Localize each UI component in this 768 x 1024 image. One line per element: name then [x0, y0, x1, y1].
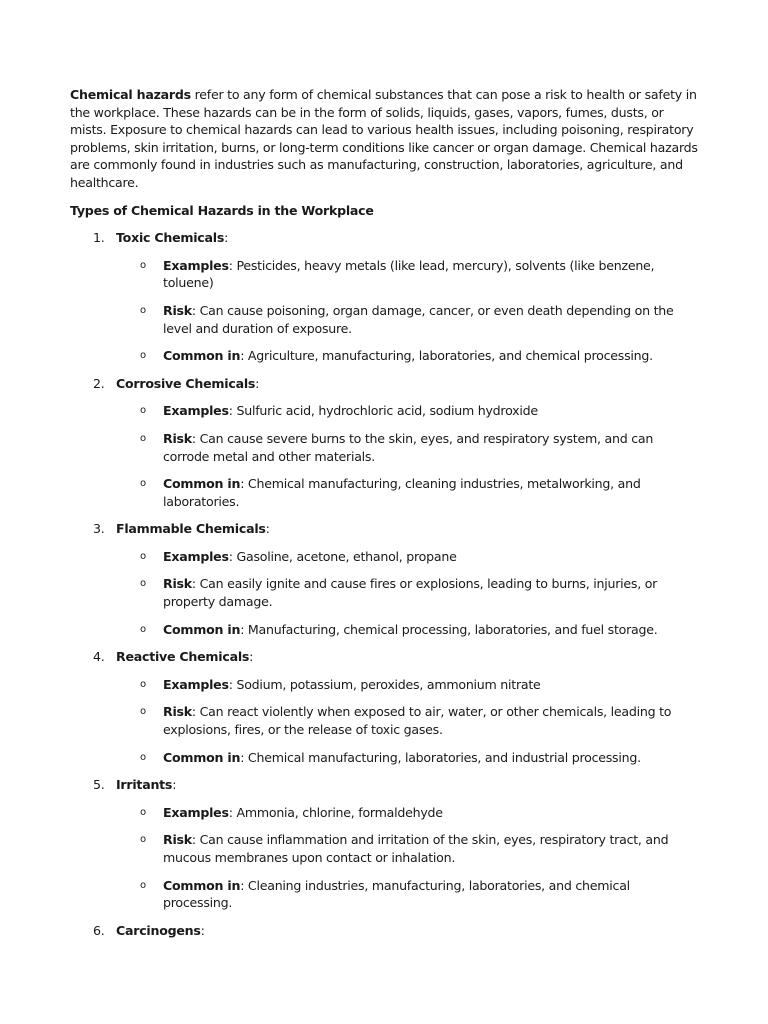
- hazard-type-colon: :: [255, 375, 260, 391]
- detail-label: Common in: [163, 749, 241, 765]
- list-number: 3.: [93, 521, 105, 537]
- detail-text: : Sodium, potassium, peroxides, ammonium nitrate: [228, 676, 541, 692]
- hazard-detail-item: [70, 703, 700, 738]
- hazard-type-name: Flammable Chemicals: [116, 521, 266, 537]
- bullet-marker-icon: o: [140, 578, 146, 590]
- detail-text: : Can cause poisoning, organ damage, cancer, or even death depending on the level and duration of exposure.: [163, 302, 674, 336]
- bullet-marker-icon: o: [140, 834, 146, 846]
- hazard-detail-item: [70, 575, 700, 610]
- detail-text: : Chemical manufacturing, cleaning industries, metalworking, and laboratories.: [163, 476, 641, 509]
- detail-label: Examples: [163, 804, 229, 820]
- detail-label: Risk: [163, 704, 192, 720]
- detail-text: : Gasoline, acetone, ethanol, propane: [228, 548, 457, 564]
- detail-text: : Can easily ignite and cause fires or explosions, leading to burns, injuries, or property damage.: [163, 576, 658, 610]
- list-number: 4.: [93, 649, 105, 665]
- list-number: 5.: [93, 777, 105, 793]
- bullet-marker-icon: o: [140, 751, 146, 763]
- detail-text: : Pesticides, heavy metals (like lead, mercury), solvents (like benzene, toluene): [163, 257, 655, 291]
- bullet-marker-icon: o: [140, 259, 146, 271]
- hazard-type-name: Toxic Chemicals: [116, 230, 225, 246]
- bullet-marker-icon: o: [140, 706, 146, 718]
- bullet-marker-icon: o: [140, 478, 146, 490]
- bullet-marker-icon: o: [140, 432, 146, 444]
- bullet-marker-icon: o: [140, 879, 146, 891]
- bullet-marker-icon: o: [140, 678, 146, 690]
- hazard-type-item: [70, 648, 700, 666]
- hazard-type-name: Irritants: [116, 777, 173, 793]
- bullet-marker-icon: o: [140, 304, 146, 316]
- detail-text: : Agriculture, manufacturing, laboratories, and chemical processing.: [240, 348, 653, 364]
- hazard-type-name: Corrosive Chemicals: [116, 375, 256, 391]
- detail-text: : Can cause inflammation and irritation of the skin, eyes, respiratory tract, and mucous membranes upon contact or inhalation.: [163, 832, 669, 865]
- hazard-detail-item: [70, 804, 700, 822]
- hazard-detail-item: [70, 676, 700, 694]
- bullet-marker-icon: o: [140, 350, 146, 362]
- detail-text: : Can react violently when exposed to air, water, or other chemicals, leading to explosions, fires, or the release of toxic gases.: [163, 704, 672, 738]
- document-body: [70, 86, 700, 949]
- detail-label: Risk: [163, 430, 192, 446]
- detail-text: : Can cause severe burns to the skin, eyes, and respiratory system, and can corrode metal and other materials.: [163, 430, 654, 464]
- detail-label: Common in: [163, 877, 241, 893]
- detail-label: Examples: [163, 676, 229, 692]
- hazard-detail-item: [70, 402, 700, 420]
- intro-term: Chemical hazards: [70, 87, 191, 102]
- hazard-detail-item: [70, 877, 700, 912]
- section-heading: Types of Chemical Hazards in the Workplace: [70, 202, 374, 218]
- bullet-marker-icon: o: [140, 806, 146, 818]
- hazard-type-colon: :: [249, 649, 254, 665]
- hazard-type-item: [70, 922, 700, 940]
- detail-label: Examples: [163, 548, 229, 564]
- hazard-types-list: [70, 229, 700, 939]
- hazard-type-colon: :: [265, 521, 270, 537]
- hazard-detail-item: [70, 621, 700, 639]
- detail-label: Risk: [163, 576, 192, 592]
- hazard-detail-item: [70, 475, 700, 510]
- hazard-detail-item: [70, 831, 700, 866]
- detail-label: Risk: [163, 302, 192, 318]
- detail-text: : Sulfuric acid, hydrochloric acid, sodium hydroxide: [228, 403, 538, 419]
- detail-text: : Cleaning industries, manufacturing, laboratories, and chemical processing.: [163, 877, 630, 911]
- detail-label: Common in: [163, 476, 241, 492]
- hazard-type-item: [70, 229, 700, 247]
- detail-text: : Manufacturing, chemical processing, laboratories, and fuel storage.: [240, 621, 658, 637]
- bullet-marker-icon: o: [140, 550, 146, 562]
- hazard-detail-item: [70, 347, 700, 365]
- hazard-detail-item: [70, 302, 700, 337]
- intro-text: refer to any form of chemical substances that can pose a risk to health or safety in the workplace. These hazards can be in the form of solids, liquids, gases, vapors, fumes, dusts, or mists. Exposure to chemical hazards can lead to various health issues, including poisoning, respiratory problems, skin irritation, burns, or long-term conditions like cancer or organ damage. Chemical hazards are commonly found in industries such as manufacturing, construction, laboratories, agriculture, and healthcare.: [70, 87, 698, 190]
- detail-label: Examples: [163, 257, 229, 273]
- hazard-detail-item: [70, 548, 700, 566]
- hazard-detail-item: [70, 430, 700, 465]
- hazard-type-item: [70, 776, 700, 794]
- hazard-type-name: Carcinogens: [116, 922, 201, 938]
- bullet-marker-icon: o: [140, 405, 146, 417]
- list-number: 1.: [93, 230, 105, 246]
- hazard-detail-item: [70, 257, 700, 292]
- hazard-type-item: [70, 375, 700, 393]
- intro-paragraph: [70, 86, 700, 192]
- detail-text: : Chemical manufacturing, laboratories, and industrial processing.: [240, 749, 641, 765]
- hazard-type-colon: :: [172, 777, 177, 793]
- hazard-detail-item: [70, 749, 700, 767]
- bullet-marker-icon: o: [140, 623, 146, 635]
- hazard-type-colon: :: [224, 230, 229, 246]
- detail-label: Common in: [163, 348, 241, 364]
- detail-label: Common in: [163, 621, 241, 637]
- detail-label: Risk: [163, 832, 192, 848]
- hazard-type-name: Reactive Chemicals: [116, 649, 250, 665]
- list-number: 6.: [93, 922, 105, 938]
- detail-label: Examples: [163, 403, 229, 419]
- list-number: 2.: [93, 375, 105, 391]
- hazard-type-item: [70, 520, 700, 538]
- detail-text: : Ammonia, chlorine, formaldehyde: [228, 804, 443, 820]
- hazard-type-colon: :: [200, 922, 205, 938]
